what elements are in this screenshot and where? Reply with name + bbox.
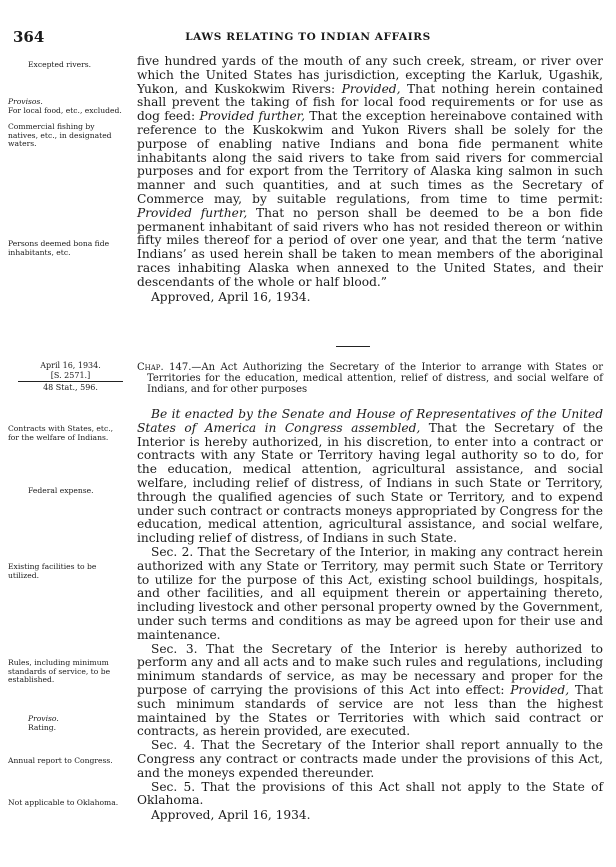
margin-note-existing-facilities: Existing facilities to be utilized. [8, 562, 97, 580]
approved-line-2: Approved, April 16, 1934. [151, 808, 311, 823]
text-run: That the exception hereinabove contained with reference to the Kuskokwim and Yukon Rivers shall be solely for the purpose of enabling native Indians and bona fide permanent white inhabitants along the said rivers to take from said rivers for commercial purposes and for export from the Territory of Alaska king salmon in such manner and such quantities, and at such times as the Secretary of Commerce may, by suitable regulations, from time to time permit: [137, 109, 603, 206]
section-1 [137, 408, 603, 546]
margin-note-persons-deemed: Persons deemed bona fide inhabitants, etc. [8, 239, 110, 257]
margin-note-rules: Rules, including minimum standards of service, to be established. [8, 658, 111, 685]
section-divider [336, 346, 370, 347]
section-3 [137, 643, 603, 740]
chapter-label: Chap. 147. [137, 362, 192, 373]
date-block-rule [18, 381, 123, 382]
margin-note-federal-expense: Federal expense. [28, 486, 94, 495]
section-5: Sec. 5. That the provisions of this Act shall not apply to the State of Oklahoma. [137, 779, 603, 808]
date-block [18, 361, 123, 393]
text-run: That no person shall be deemed to be a bon fide permanent inhabitant of said rivers who has not resided thereon or within fifty miles thereof for a period of over one year, and that the term ‘native Indians’ as used herein shall be taken to mean members of the aboriginal races inhabiting Alaska when annexed to the United States, and their descendants of the whole or half blood.” [137, 205, 603, 289]
margin-note-provisos [8, 98, 126, 115]
margin-note-rating: Rating. [28, 722, 57, 732]
margin-note-commercial-fishing: Commercial fishing by natives, etc., in designated waters. [8, 122, 112, 149]
running-title: LAWS RELATING TO INDIAN AFFAIRS [185, 31, 431, 43]
act-date: April 16, 1934. [40, 361, 101, 370]
margin-note-proviso-label: Proviso. [28, 714, 59, 723]
enacting-clause: Be it enacted by the Senate and House of Representatives of the United States of America in Congress assembled, [137, 407, 603, 435]
margin-note-contracts: Contracts with States, etc., for the welfare of Indians. [8, 424, 114, 442]
page-number: 364 [13, 28, 45, 46]
statute-citation: 48 Stat., 596. [43, 383, 98, 392]
page-header [0, 28, 616, 50]
text-run: five hundred yards of the mouth of any such creek, stream, or river over which the United States has jurisdiction, excepting the Karluk, Ugashik, Yukon, and Kuskokwim Rivers: [137, 54, 603, 96]
margin-note-local-food: For local food, etc., excluded. [8, 105, 122, 115]
proviso-word: Provided further, [137, 205, 248, 220]
chapter-title [137, 362, 603, 395]
margin-note-excepted-rivers: Excepted rivers. [28, 60, 92, 69]
second-act-text [137, 408, 603, 823]
proviso-word: Provided further, [199, 109, 306, 124]
margin-note-annual-report: Annual report to Congress. [8, 756, 113, 765]
first-act-text [137, 55, 603, 304]
first-act-paragraph [137, 55, 603, 290]
text-run: That such minimum standards of service are not less than the highest maintained by the States or Territories with which said contract or contracts, as herein provided, are executed. [137, 682, 603, 739]
text-run: That nothing herein contained shall prevent the taking of fish for local food requirements or for use as dog feed: [137, 81, 603, 124]
text-run: That the Secretary of the Interior is hereby authorized, in his discretion, to enter into a contract or contracts with any State or Territory having legal authority so to do, for the education, medical attention, agricultural assistance, and social welfare, including relief of distress, of Indians in such State or Territory, through the qualified agencies of such State or Territory, and to expend under such contract or contracts moneys appropriated by Congress for the education, medical attention, agricultural assistance, and social welfare, including relief of distress, of Indians in such State. [137, 420, 603, 546]
section-2: Sec. 2. That the Secretary of the Interior, in making any contract herein authorized with any State or Territory, may permit such State or Territory to utilize for the purpose of this Act, existing school buildings, hospitals, and other facilities, and all equipment therein or appertaining thereto, including livestock and other personal property owned by the Government, under such terms and conditions as may be agreed upon for their use and maintenance. [137, 544, 603, 642]
proviso-word: Provided, [510, 682, 570, 697]
text-run: Sec. 3. That the Secretary of the Interior is hereby authorized to perform any and all acts and to make such rules and regulations, including minimum standards of service, as may be necessary and proper for the purpose of carrying the provisions of this Act into effect: [137, 641, 603, 697]
margin-note-provisos-label: Provisos. [8, 97, 43, 106]
proviso-word: Provided, [341, 81, 401, 96]
section-4: Sec. 4. That the Secretary of the Interior shall report annually to the Congress any contract or contracts made under the provisions of this Act, and the moneys expended thereunder. [137, 738, 603, 780]
margin-note-oklahoma: Not applicable to Oklahoma. [8, 798, 119, 807]
approved-line-1: Approved, April 16, 1934. [151, 289, 311, 304]
bill-number: [S. 2571.] [50, 370, 91, 380]
margin-note-proviso [28, 715, 146, 732]
chapter-heading [137, 362, 603, 395]
chapter-description: —An Act Authorizing the Secretary of the Interior to arrange with States or Territories for the education, medical attention, relief of distress, and social welfare of Indians, and for other purposes [147, 362, 603, 395]
